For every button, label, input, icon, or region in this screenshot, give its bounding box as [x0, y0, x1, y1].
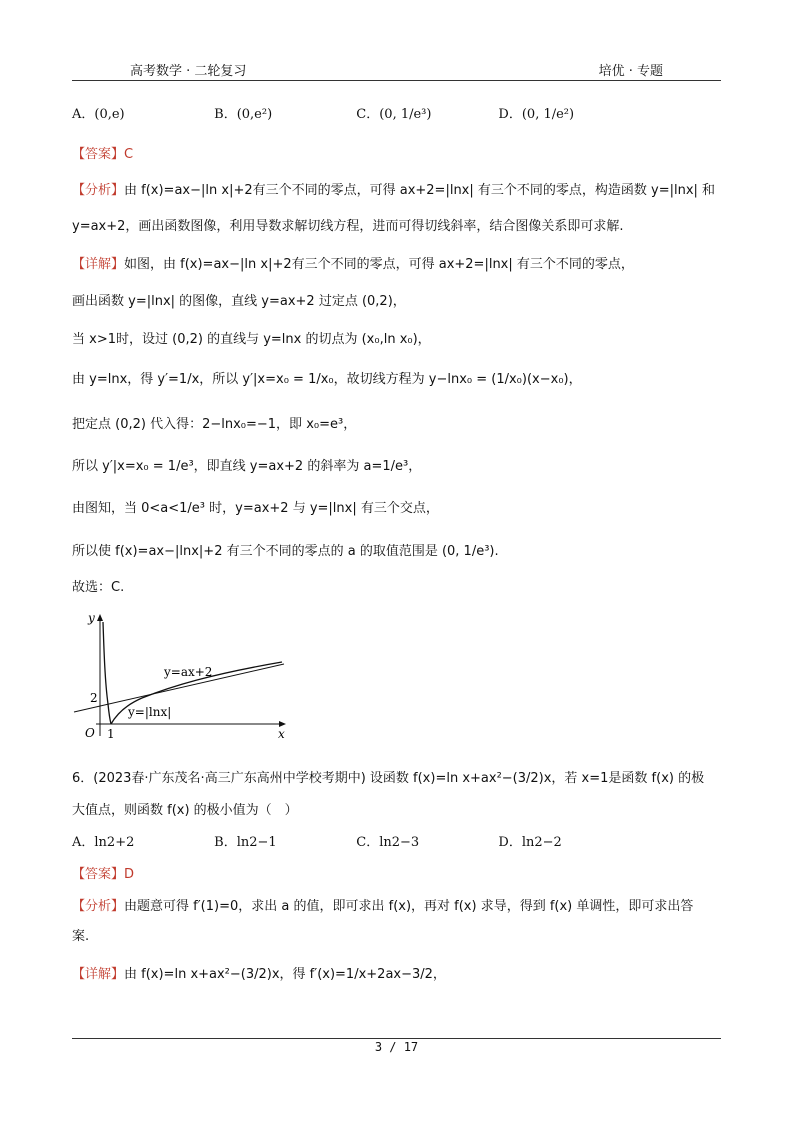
q5-option-a: A．(0,e)	[72, 107, 125, 122]
function-graph	[72, 612, 292, 742]
header-subtitle: 培优 · 专题	[598, 64, 663, 79]
q5-detail-line-3: 当 x>1时，设过 (0,2) 的直线与 y=lnx 的切点为 (x₀,ln x₀)，	[72, 332, 431, 347]
answer-label: 【答案】D	[72, 867, 135, 882]
analysis-label: 【分析】	[72, 183, 125, 198]
q6-analysis-line-2: 案.	[72, 929, 90, 944]
page-number: 3 / 17	[374, 1040, 419, 1054]
curve-label: y=|lnx|	[128, 705, 172, 719]
origin-label: O	[85, 726, 95, 740]
q6-stem-line-1: 6．(2023春·广东茂名·高三广东高州中学校考期中) 设函数 f(x)=ln x+ax²−(3/2)x，若 x=1是函数 f(x) 的极	[72, 771, 705, 786]
detail-text: 如图，由 f(x)=ax−|ln x|+2有三个不同的零点，可得 ax+2=|lnx| 有三个不同的零点，	[124, 257, 634, 272]
q6-option-d: D．ln2−2	[498, 835, 562, 850]
footer-rule	[72, 1038, 721, 1039]
q5-detail-line-2: 画出函数 y=|lnx| 的图像，直线 y=ax+2 过定点 (0,2)，	[72, 294, 406, 309]
detail-label: 【详解】	[72, 257, 125, 272]
q5-answer	[72, 146, 732, 164]
page-header	[72, 58, 721, 81]
q5-analysis-line-2: y=ax+2，画出函数图像，利用导数求解切线方程，进而可得切线斜率，结合图像关系即可求解.	[72, 219, 624, 234]
q5-option-d: D．(0, 1/e²)	[498, 107, 575, 122]
q5-analysis-line-1	[72, 182, 732, 200]
y-axis-label: y	[88, 612, 95, 625]
q6-analysis-line-1	[72, 898, 732, 916]
y-tick-2: 2	[90, 691, 98, 705]
analysis-text: 由 f(x)=ax−|ln x|+2有三个不同的零点，可得 ax+2=|lnx| 有三个不同的零点，构造函数 y=|lnx| 和	[124, 183, 716, 198]
choose-text: 故选：C.	[72, 580, 125, 595]
q5-detail-line-4: 由 y=lnx，得 y′=1/x，所以 y′|x=x₀ = 1/x₀，故切线方程为 y−lnx₀ = (1/x₀)(x−x₀)，	[72, 372, 582, 387]
x-axis-label: x	[278, 727, 285, 741]
header-title: 高考数学 · 二轮复习	[130, 64, 247, 79]
y-axis-arrow	[97, 614, 103, 621]
x-tick-1: 1	[107, 727, 115, 741]
q6-detail-line-1	[72, 966, 732, 984]
line-label: y=ax+2	[164, 665, 213, 679]
answer-label: 【答案】C	[72, 147, 134, 162]
analysis-text: 由题意可得 f′(1)=0，求出 a 的值，即可求出 f(x)，再对 f(x) 求导，得到 f(x) 单调性，即可求出答	[124, 899, 694, 914]
q5-option-c: C．(0, 1/e³)	[356, 107, 432, 122]
abs-ln-curve-left	[103, 622, 111, 724]
q6-option-c: C．ln2−3	[356, 835, 420, 850]
q5-detail-line-6: 所以 y′|x=x₀ = 1/e³，即直线 y=ax+2 的斜率为 a=1/e³，	[72, 459, 422, 474]
q6-stem-line-2: 大值点，则函数 f(x) 的极小值为（ ）	[72, 803, 298, 818]
q5-option-b: B．(0,e²)	[214, 107, 273, 122]
detail-text: 由 f(x)=ln x+ax²−(3/2)x，得 f′(x)=1/x+2ax−3/2，	[124, 967, 446, 982]
q6-option-b: B．ln2−1	[214, 835, 277, 850]
q5-detail-line-7: 由图知，当 0<a<1/e³ 时，y=ax+2 与 y=|lnx| 有三个交点，	[72, 501, 439, 516]
q6-answer	[72, 866, 732, 884]
q5-options	[72, 106, 732, 124]
q5-choose	[72, 579, 732, 597]
detail-label: 【详解】	[72, 967, 125, 982]
q5-detail-line-5: 把定点 (0,2) 代入得：2−lnx₀=−1，即 x₀=e³，	[72, 417, 357, 432]
q5-detail-line-1	[72, 256, 732, 274]
q5-detail-line-8: 所以使 f(x)=ax−|lnx|+2 有三个不同的零点的 a 的取值范围是 (0, 1/e³).	[72, 544, 499, 559]
q6-option-a: A．ln2+2	[72, 835, 135, 850]
q6-options	[72, 834, 732, 852]
analysis-label: 【分析】	[72, 899, 125, 914]
